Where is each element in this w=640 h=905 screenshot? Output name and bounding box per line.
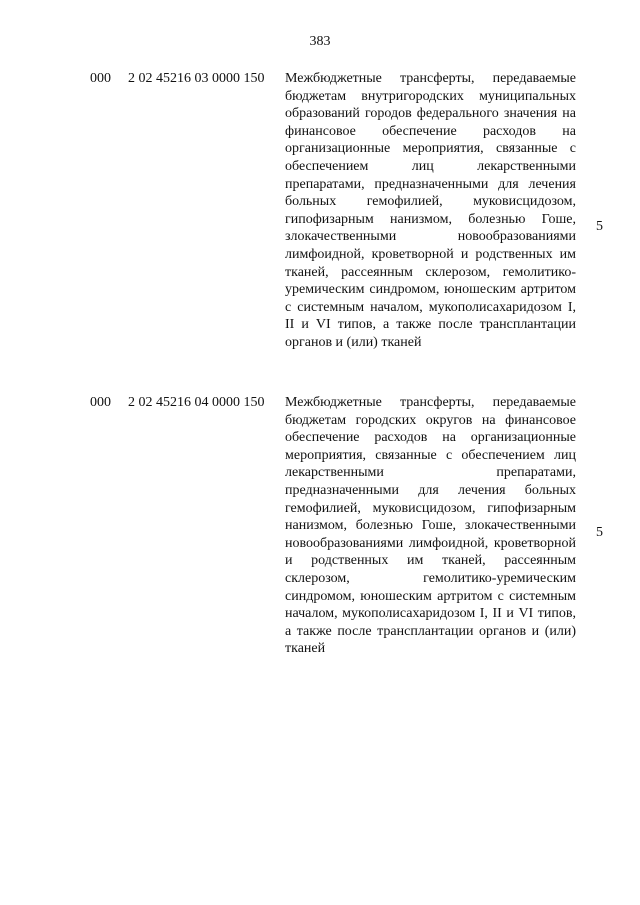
entry-description: Межбюджетные трансферты, передаваемые бюджетам городских округов на финансовое обеспечение расходов на организационные мероприятия, связанные с обеспечением лиц лекарственными препаратами, предназначенными для лечения больных гемофилией, муковисцидозом, гипофизарным нанизмом, болезнью Гоше, злокачественными новообразованиями лимфоидной, кроветворной и родственных им тканей, рассеянным склерозом, гемолитико-уремическим синдромом, юношеским артритом с системным началом, мукополисахаридозом I, II и VI типов, а также после трансплантации органов и (или) тканей [285,395,576,657]
budget-classification-code: 2 02 45216 03 0000 150 [128,71,265,86]
level-value: 5 [596,525,603,540]
budget-classification-code: 2 02 45216 04 0000 150 [128,395,265,410]
level-value: 5 [596,219,603,234]
administrator-code: 000 [90,395,111,410]
entry-description: Межбюджетные трансферты, передаваемые бюджетам внутригородских муниципальных образований городов федерального значения на финансовое обеспечение расходов на организационные мероприятия, связанные с обеспечением лиц лекарственными препаратами, предназначенными для лечения больных гемофилией, муковисцидозом, гипофизарным нанизмом, болезнью Гоше, злокачественными новообразованиями лимфоидной, кроветворной и родственных им тканей, рассеянным склерозом, гемолитико-уремическим синдромом, юношеским артритом с системным началом, мукополисахаридозом I, II и VI типов, а также после трансплантации органов и (или) тканей [285,71,576,350]
administrator-code: 000 [90,71,111,86]
page-number: 383 [309,34,331,49]
